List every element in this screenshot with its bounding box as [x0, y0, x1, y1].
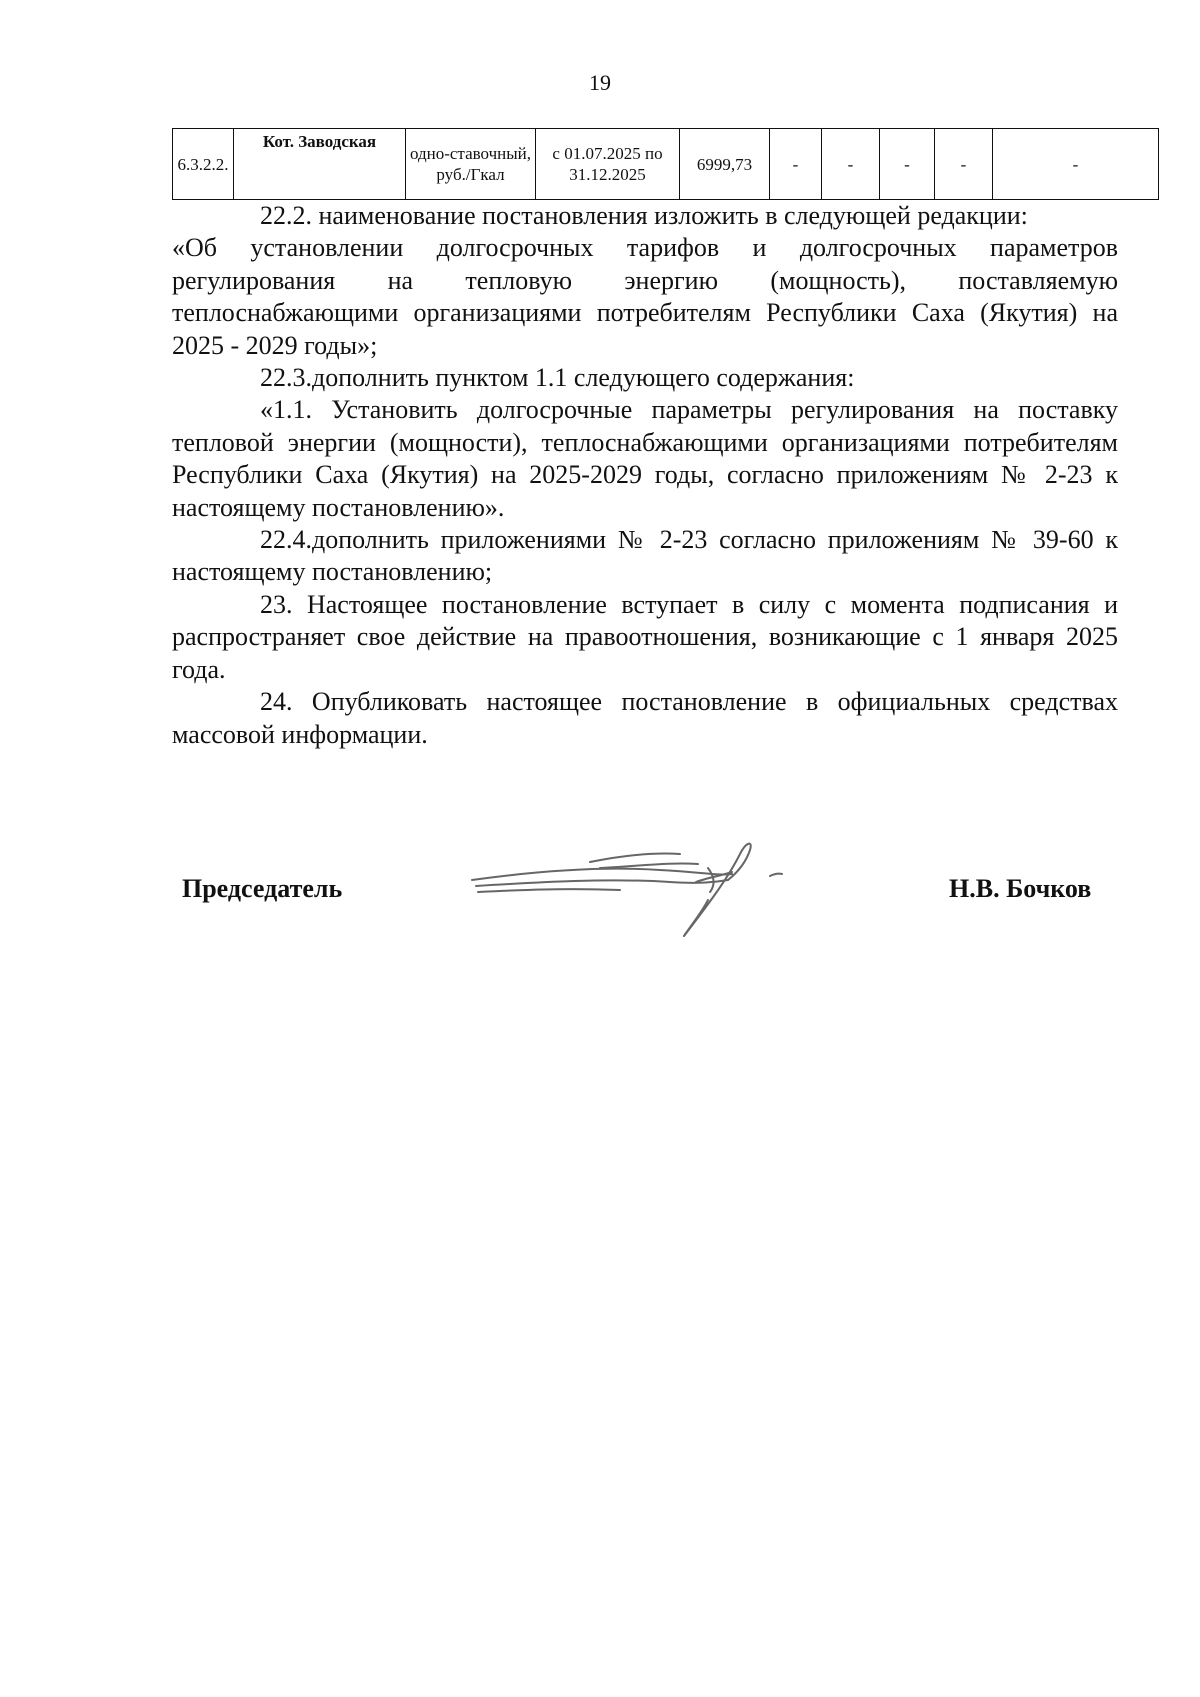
- empty-cell: -: [993, 129, 1159, 200]
- signatory-name: Н.В. Бочков: [949, 874, 1092, 903]
- empty-cell: -: [880, 129, 935, 200]
- table-row: [173, 129, 1159, 200]
- paragraph: 23. Настоящее постановление вступает в силу с момента подписания и распространяет свое действие на правоотношения, возникающие с 1 января 2025 года.: [172, 589, 1118, 684]
- period-cell: с 01.07.2025 по 31.12.2025: [536, 129, 680, 200]
- empty-cell: -: [822, 129, 880, 200]
- empty-cell: -: [770, 129, 822, 200]
- paragraph: 22.4.дополнить приложениями № 2-23 согласно приложениям № 39-60 к настоящему постановлению;: [172, 525, 1118, 587]
- handwritten-signature: [470, 832, 790, 942]
- row-number-cell: 6.3.2.2.: [173, 129, 234, 200]
- document-body: [172, 200, 1118, 751]
- paragraph: 22.2. наименование постановления изложить в следующей редакции:: [260, 201, 1028, 230]
- boiler-name-cell: Кот. Заводская: [234, 129, 406, 200]
- paragraph: «1.1. Установить долгосрочные параметры регулирования на поставку тепловой энергии (мощности), теплоснабжающими организациями потребителям Республики Саха (Якутия) на 2025-2029 годы, согласно приложениям № 2-23 к настоящему постановлению».: [172, 395, 1118, 522]
- rate-type-cell: одно-ставочный, руб./Гкал: [406, 129, 536, 200]
- tariff-value-cell: 6999,73: [680, 129, 770, 200]
- paragraph: «Об установлении долгосрочных тарифов и долгосрочных параметров регулирования на тепловую энергию (мощность), поставляемую теплоснабжающими организациями потребителям Республики Саха (Якутия) на 2025 - 2029 годы»;: [172, 233, 1118, 360]
- empty-cell: -: [935, 129, 993, 200]
- signatory-position: Председатель: [182, 874, 343, 903]
- tariff-table: [172, 128, 1159, 200]
- page-number: 19: [589, 70, 611, 95]
- paragraph: 22.3.дополнить пунктом 1.1 следующего содержания:: [260, 363, 855, 393]
- paragraph: 24. Опубликовать настоящее постановление в официальных средствах массовой информации.: [172, 687, 1118, 749]
